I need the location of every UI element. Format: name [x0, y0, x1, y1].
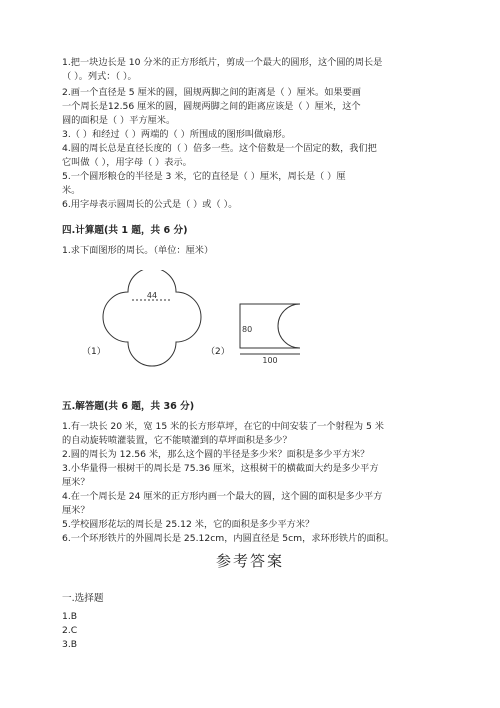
answers-section-heading: 一.选择题: [62, 593, 104, 604]
fill-line: 一个周长是12.56 厘米的圆，圆规两脚之间的距离应该是（ ）厘米，这个: [62, 101, 361, 112]
problem-line: 2.圆的周长为 12.56 米，那么这个圆的半径是多少米？面积是多少平方米？: [62, 449, 370, 460]
figure-1-shape: [103, 270, 201, 366]
fill-line: 2.画一个直径是 5 厘米的圆，圆规两脚之间的距离是（ ）厘米。如果要画: [62, 87, 361, 98]
fill-line: 3.（ ）和经过（ ）两端的（ ）所围成的图形叫做扇形。: [62, 129, 291, 140]
fill-line: 6.用字母表示圆周长的公式是（ ）或（ ）。: [62, 199, 238, 210]
calc-question: 1.求下面图形的周长。（单位：厘米）: [62, 245, 214, 256]
problem-line: 5.学校圆形花坛的周长是 25.12 米，它的面积是多少平方米？: [62, 519, 315, 530]
problem-line: 厘米？: [62, 505, 90, 516]
problem-line: 1.有一块长 20 米，宽 15 米的长方形草坪，在它的中间安装了一个射程为 5 米: [62, 421, 384, 432]
fill-line: 5.一个圆形粮仓的半径是 3 米，它的直径是（ ）厘米，周长是（ ）厘: [62, 171, 346, 182]
fill-line: 它叫做（ ），用字母（ ）表示。: [62, 157, 192, 168]
figure-2-label: （2）: [206, 347, 230, 357]
problem-line: 3.小华量得一根树干的周长是 75.36 厘米，这根树干的横截面大约是多少平方: [62, 463, 379, 474]
fill-line: 4.圆的周长总是直径长度的（ ）倍多一些。这个倍数是一个固定的数，我们把: [62, 143, 377, 154]
problem-line: 4.在一个周长是 24 厘米的正方形内画一个最大的圆，这个圆的面积是多少平方: [62, 491, 383, 502]
answer-item: 2.C: [62, 625, 78, 636]
figure-2-width: 100: [262, 356, 278, 365]
answer-item: 3.B: [62, 639, 78, 650]
figure-2-height: 80: [242, 325, 253, 334]
section4-heading: 四.计算题(共 1 题，共 6 分): [62, 225, 188, 236]
section5-heading: 五.解答题(共 6 题，共 36 分): [62, 401, 195, 412]
figures: [0, 270, 500, 390]
fill-line: 米。: [62, 185, 81, 196]
fill-line: 1.把一块边长是 10 分米的正方形纸片，剪成一个最大的圆形，这个圆的周长是: [62, 57, 383, 68]
answers-title: 参考答案: [215, 552, 284, 570]
figure-1-dimension: 44: [146, 291, 158, 300]
answer-item: 1.B: [62, 611, 78, 622]
fill-line: （ ）。列式：（ ）。: [62, 71, 137, 82]
problem-line: 的自动旋转喷灌装置，它不能喷灌到的草坪面积是多少？: [62, 435, 292, 446]
figure-1-label: （1）: [82, 347, 106, 357]
problem-line: 厘米？: [62, 477, 90, 488]
fill-line: 圆的面积是（ ）平方厘米。: [62, 115, 176, 126]
problem-line: 6.一个环形铁片的外圆周长是 25.12cm，内圆直径是 5cm，求环形铁片的面积。: [62, 533, 395, 544]
